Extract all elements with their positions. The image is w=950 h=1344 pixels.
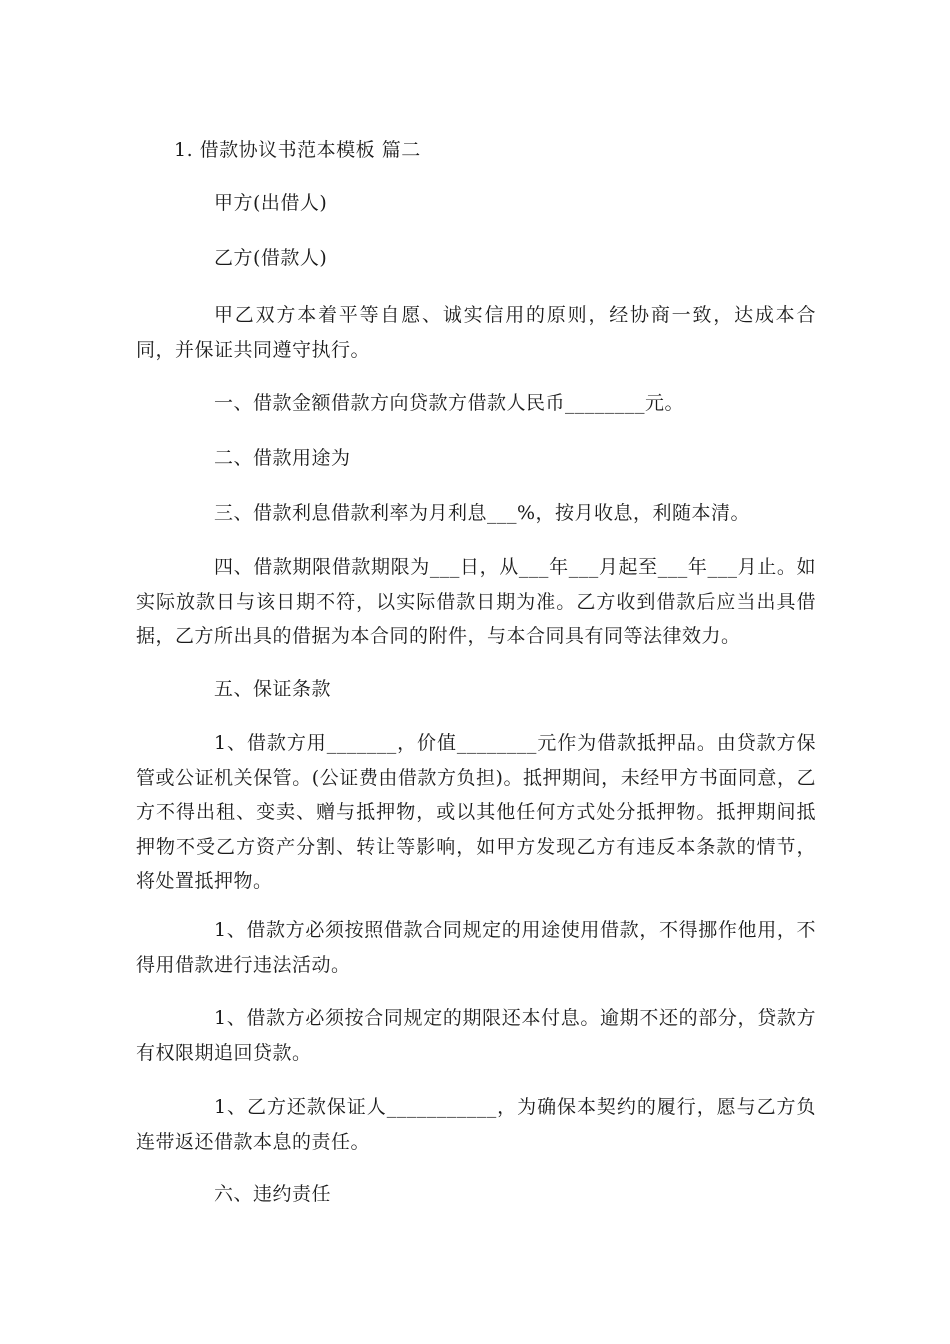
clause-interest: 三、借款利息借款利率为月利息___%，按月收息，利随本清。 [214, 502, 751, 524]
party-a-label: 甲方(出借人) [214, 192, 328, 214]
document-title: 1. 借款协议书范本模板 篇二 [174, 139, 421, 161]
clause-term-paragraph: 四、借款期限借款期限为___日，从___年___月起至___年___月止。如实际放款日与该日期不符，以实际借款日期为准。乙方收到借款后应当出具借据，乙方所出具的借据为本合同的附件，与本合同具有同等法律效力。 [136, 556, 816, 647]
clause-guarantee-heading: 五、保证条款 [214, 678, 332, 700]
clause-liability-heading: 六、违约责任 [214, 1183, 332, 1205]
guarantee-item-usage: 1、借款方必须按照借款合同规定的用途使用借款，不得挪作他用，不得用借款进行违法活动。 [136, 919, 816, 976]
guarantee-item-guarantor: 1、乙方还款保证人___________，为确保本契约的履行，愿与乙方负连带返还借款本息的责任。 [136, 1096, 816, 1153]
clause-amount: 一、借款金额借款方向贷款方借款人民币________元。 [214, 392, 685, 414]
clause-purpose: 二、借款用途为 [214, 447, 351, 469]
guarantee-item-collateral: 1、借款方用_______，价值________元作为借款抵押品。由贷款方保管或公证机关保管。(公证费由借款方负担)。抵押期间，未经甲方书面同意，乙方不得出租、变卖、赠与抵押物，或以其他任何方式处分抵押物。抵押期间抵押物不受乙方资产分割、转让等影响，如甲方发现乙方有违反本条款的情节，将处置抵押物。 [136, 732, 816, 892]
guarantee-item-repayment: 1、借款方必须按合同规定的期限还本付息。逾期不还的部分，贷款方有权限期追回贷款。 [136, 1007, 816, 1064]
intro-paragraph: 甲乙双方本着平等自愿、诚实信用的原则，经协商一致，达成本合同，并保证共同遵守执行。 [136, 304, 816, 361]
party-b-label: 乙方(借款人) [214, 247, 328, 269]
